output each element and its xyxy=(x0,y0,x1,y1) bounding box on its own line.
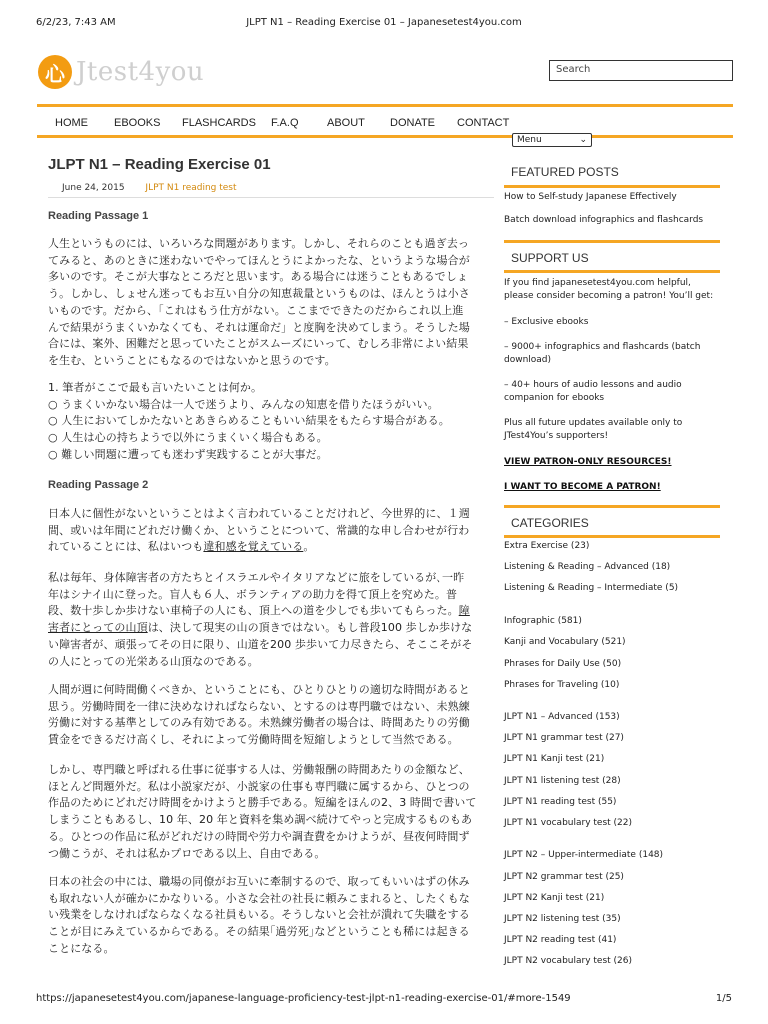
text-line: 人間が週に何時間働くべきか、ということにも、ひとりひとりの適切な時間があると xyxy=(48,683,470,696)
text-line: の人にとっての光栄ある山頂なのである。 xyxy=(48,654,259,668)
text-line: る。ひとつの作品に私がどれだけの時間や労力や調査費をかけようが、昼夜何時間ず xyxy=(48,829,470,843)
text-line: しまうこともあるし、10 年、20 年と資料を集め調べ続けてやっと完成するものもあ xyxy=(48,813,473,827)
text-line: 日本の社会の中には、職場の同僚がお互いに牽制するので、取ってもいいはずの休み xyxy=(48,875,470,888)
category-link[interactable]: Extra Exercise (23) xyxy=(504,541,590,551)
text-line xyxy=(48,539,494,556)
text-line: い残業をしなければならなくなる社員もいる。そうしないと会社が潰れて失職をする xyxy=(48,908,470,922)
text-line: 作品のためにどれだけ時間をかけようと勝手である。短編をほんの2、3 時間で書いて xyxy=(48,796,477,810)
divider xyxy=(48,197,494,198)
category-link[interactable]: JLPT N2 – Upper-intermediate (148) xyxy=(504,850,664,860)
text-segment: は、決して現実の山の頂きではない。もし普段100 歩しか歩けな xyxy=(147,621,473,635)
page-title: JLPT N1 – Reading Exercise 01 xyxy=(48,156,271,173)
text-line: 私は毎年、身体障害者の方たちとイスラエルやイタリアなどに旅をしているが､一昨 xyxy=(48,571,465,584)
text-line: も取れない人が確かにかなりいる。小さな会社の社長に頼みこまれると、したくもな xyxy=(48,891,470,905)
category-link[interactable]: JLPT N1 reading test (55) xyxy=(504,797,617,807)
text-segment: 。 xyxy=(303,540,315,554)
text-line: しかし、専門職と呼ばれる仕事に従事する人は、労働報酬の時間あたりの金額など、 xyxy=(48,763,470,776)
text-line: ことになる。 xyxy=(48,941,115,955)
underlined-phrase: 害者にとっての山頂 xyxy=(48,621,148,635)
text-line: 年はシナイ山に登った。盲人も６人、ボランティアの助力を得て頂上を究めた。普 xyxy=(48,587,458,601)
category-link[interactable]: JLPT N2 Kanji test (21) xyxy=(504,893,605,903)
question-1 xyxy=(48,380,494,464)
divider xyxy=(504,240,720,243)
text-line: 賃金をできるだけ高くし、それによって労働時間を短縮しようとして当然である。 xyxy=(48,733,459,747)
answer-option[interactable]: ○ うまくいかない場合は一人で迷うより、みんなの知恵を借りたほうがいい。 xyxy=(48,397,439,411)
article xyxy=(48,150,494,955)
text-segment: 段、数十歩しか歩けない車椅子の人にも、頂上への道を少しでも歩いてもらった。 xyxy=(48,604,459,618)
featured-post-link[interactable]: How to Self-study Japanese Effectively xyxy=(504,192,677,202)
text-line: を生む、ということにもなるのではないかと思うのです。 xyxy=(48,353,336,367)
text-line: 日本人に個性がないということはよく言われていることだけれど、今世界的に、１週 xyxy=(48,507,470,520)
category-link[interactable]: JLPT N1 listening test (28) xyxy=(504,776,621,786)
underlined-phrase: 障 xyxy=(458,604,470,618)
nav-home[interactable]: HOME xyxy=(55,117,88,129)
support-intro: If you find japanesetest4you.com helpful, please consider becoming a patron! You’ll get: xyxy=(504,278,714,301)
main-nav xyxy=(37,104,733,138)
categories-heading: CATEGORIES xyxy=(511,516,589,530)
become-patron-link[interactable]: I WANT TO BECOME A PATRON! xyxy=(504,482,661,492)
divider xyxy=(504,505,720,508)
category-link[interactable]: Infographic (581) xyxy=(504,616,582,626)
support-us-heading: SUPPORT US xyxy=(511,251,589,265)
text-line: ほとんど問題外だ。私は小説家だが、小説家の仕事も専門職に属するから、ひとつの xyxy=(48,779,470,793)
passage2-para-2 xyxy=(48,570,494,670)
logo-text: Jtest4you xyxy=(76,57,205,87)
text-line: 間、或いは年間にどれだけ働くか、ということについて、常識的な申し合わせが行わ xyxy=(48,523,470,537)
nav-ebooks[interactable]: EBOOKS xyxy=(114,117,161,129)
text-line: いものです。だから、「これはもう仕方がない。ここまでできたのだからこれ以上進 xyxy=(48,303,464,317)
text-line: 多いのです。そこが大事なところだと思います。ある場合には迷うこともあるでしょ xyxy=(48,270,468,284)
nav-about[interactable]: ABOUT xyxy=(327,117,365,129)
category-link[interactable]: Phrases for Traveling (10) xyxy=(504,680,620,690)
featured-posts-heading: FEATURED POSTS xyxy=(511,165,619,179)
view-patron-resources-link[interactable]: VIEW PATRON-ONLY RESOURCES! xyxy=(504,457,672,467)
divider xyxy=(504,535,720,538)
nav-flashcards[interactable]: FLASHCARDS xyxy=(182,117,256,129)
text-line: 人生というものには、いろいろな問題があります。しかし、それらのことも過ぎ去っ xyxy=(48,237,469,250)
category-link[interactable]: JLPT N1 grammar test (27) xyxy=(504,733,624,743)
nav-contact[interactable]: CONTACT xyxy=(457,117,510,129)
text-line: い障害者が、頑張ってその日に限り、山道を200 歩歩いて力尽きたら、そここそがそ xyxy=(48,637,473,651)
nav-faq[interactable]: F.A.Q xyxy=(271,117,299,129)
print-page-number: 1/5 xyxy=(715,993,732,1004)
site-logo[interactable] xyxy=(38,52,204,92)
support-item: Plus all future updates available only to JTest4You’s supporters! xyxy=(504,418,683,441)
post-meta xyxy=(62,183,237,193)
category-link[interactable]: JLPT N2 grammar test (25) xyxy=(504,872,624,882)
category-link[interactable]: JLPT N1 Kanji test (21) xyxy=(504,754,605,764)
print-footer xyxy=(0,992,768,1012)
passage1-text xyxy=(48,236,494,370)
print-datetime: 6/2/23, 7:43 AM xyxy=(36,17,116,28)
featured-post-link[interactable]: Batch download infographics and flashcards xyxy=(504,215,704,225)
category-link[interactable]: Listening & Reading – Advanced (18) xyxy=(504,562,671,572)
print-url: https://japanesetest4you.com/japanese-language-proficiency-test-jlpt-n1-reading-exercise-01/#more-1549 xyxy=(36,993,571,1004)
text-line xyxy=(48,620,494,637)
text-line: 思う。労働時間を一律に決めなければならない、とするのは専門職ではない、未熟練 xyxy=(48,699,470,713)
category-link[interactable]: JLPT N2 listening test (35) xyxy=(504,914,621,924)
logo-icon: 心 xyxy=(38,55,72,89)
menu-dropdown-value: Menu xyxy=(517,135,542,145)
text-line: てみると、あのときに迷わないでやってほんとうによかったな、というような場合が xyxy=(48,253,470,267)
passage2-para-3 xyxy=(48,682,494,749)
passage2-para-1 xyxy=(48,506,494,556)
answer-option[interactable]: ○ 人生は心の持ちようで以外にうまくいく場合もある。 xyxy=(48,431,328,445)
divider xyxy=(504,185,720,188)
category-link[interactable]: Phrases for Daily Use (50) xyxy=(504,659,622,669)
search-input[interactable]: Search xyxy=(549,60,733,81)
chevron-down-icon: ⌄ xyxy=(579,135,587,145)
category-link[interactable]: JLPT N1 vocabulary test (22) xyxy=(504,818,633,828)
passage2-heading: Reading Passage 2 xyxy=(48,479,149,491)
answer-option[interactable]: ○ 人生においてしかたないとあきらめることもいい結果をもたらす場合がある。 xyxy=(48,414,450,428)
print-title: JLPT N1 – Reading Exercise 01 – Japanesetest4you.com xyxy=(246,17,522,28)
post-date: June 24, 2015 xyxy=(62,183,125,193)
category-link[interactable]: JLPT N1 – Advanced (153) xyxy=(504,712,620,722)
nav-donate[interactable]: DONATE xyxy=(390,117,436,129)
support-item: – Exclusive ebooks xyxy=(504,317,589,327)
support-item: – 40+ hours of audio lessons and audio companion for ebooks xyxy=(504,380,682,403)
menu-dropdown[interactable] xyxy=(512,133,592,147)
post-category-link[interactable]: JLPT N1 reading test xyxy=(145,183,237,193)
text-line xyxy=(48,603,494,620)
divider xyxy=(504,270,720,273)
text-line: 労働に対する基準としてのみ有効である。未熟練労働者の場合は、時間あたりの労働 xyxy=(48,716,470,730)
text-line: んで結果がうまくいかなくても、それは運命だ」と度胸を決めてしまう。そうした場 xyxy=(48,320,470,334)
category-link[interactable]: Kanji and Vocabulary (521) xyxy=(504,637,626,647)
category-link[interactable]: JLPT N2 reading test (41) xyxy=(504,935,617,945)
support-item: – 9000+ infographics and flashcards (batch download) xyxy=(504,342,701,365)
passage2-para-5 xyxy=(48,874,494,958)
passage2-para-4 xyxy=(48,762,494,862)
underlined-phrase: 違和感を覚えている xyxy=(203,540,304,554)
print-header xyxy=(0,0,768,40)
text-line: つ働こうが、それは私かプロである以上、自由である。 xyxy=(48,846,326,860)
answer-option[interactable]: ○ 難しい問題に遭っても迷わず実践することが大事だ。 xyxy=(48,447,328,461)
text-line: ことが目にみえているからである。その結果｢過労死｣などということも稀には起きる xyxy=(48,925,470,939)
text-segment: れていることには、私はいつも xyxy=(48,540,204,554)
text-line: 合には、案外、困難だと思っていたことがスムーズにいって、むしろ非常によい結果 xyxy=(48,337,469,351)
question-prompt: 1. 筆者がここで最も言いたいことは何か。 xyxy=(48,381,263,394)
category-link[interactable]: JLPT N2 vocabulary test (26) xyxy=(504,956,633,966)
text-line: う。しかし、しょせん迷ってもお互い自分の知恵裁量というものは、ほんとうは小さ xyxy=(48,287,470,301)
passage1-heading: Reading Passage 1 xyxy=(48,210,149,222)
category-link[interactable]: Listening & Reading – Intermediate (5) xyxy=(504,583,679,593)
